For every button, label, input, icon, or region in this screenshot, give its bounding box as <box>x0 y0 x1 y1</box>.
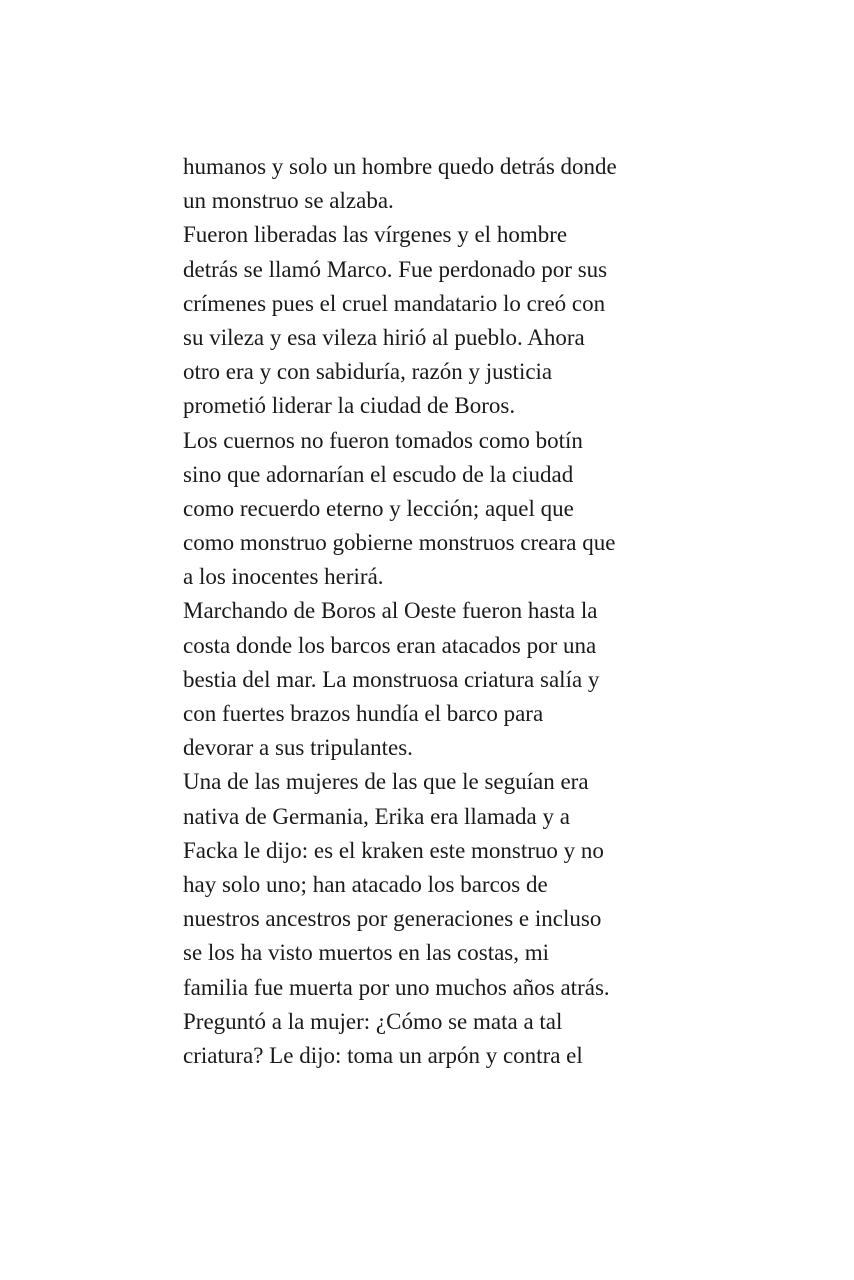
text-line: Facka le dijo: es el kraken este monstruo y no <box>183 837 604 863</box>
text-line: bestia del mar. La monstruosa criatura salía y <box>183 666 600 692</box>
text-line: Una de las mujeres de las que le seguían era <box>183 769 589 795</box>
text-line: nuestros ancestros por generaciones e incluso <box>183 906 602 932</box>
text-line: detrás se llamó Marco. Fue perdonado por sus <box>183 256 608 282</box>
text-line: nativa de Germania, Erika era llamada y a <box>183 803 570 829</box>
text-line: se los ha visto muertos en las costas, mi <box>183 940 550 966</box>
text-line: a los inocentes herirá. <box>183 564 384 590</box>
text-line: sino que adornarían el escudo de la ciudad <box>183 461 574 487</box>
text-line: Preguntó a la mujer: ¿Cómo se mata a tal <box>183 1008 563 1034</box>
text-line: su vileza y esa vileza hirió al pueblo. Ahora <box>183 324 585 350</box>
text-line: humanos y solo un hombre quedo detrás donde <box>183 154 617 179</box>
text-line: un monstruo se alzaba. <box>183 188 394 214</box>
text-line: como monstruo gobierne monstruos creara que <box>183 530 616 556</box>
text-line: devorar a sus tripulantes. <box>183 735 413 761</box>
text-line: hay solo uno; han atacado los barcos de <box>183 871 548 897</box>
text-line: Los cuernos no fueron tomados como botín <box>183 427 583 453</box>
text-line: criatura? Le dijo: toma un arpón y contra el <box>183 1042 583 1068</box>
text-line: crímenes pues el cruel mandatario lo creó con <box>183 290 606 316</box>
text-line: con fuertes brazos hundía el barco para <box>183 701 544 726</box>
text-line: como recuerdo eterno y lección; aquel que <box>183 495 574 521</box>
text-line: otro era y con sabiduría, razón y justicia <box>183 359 553 385</box>
body-text <box>183 150 683 1073</box>
text-line: Marchando de Boros al Oeste fueron hasta la <box>183 598 598 624</box>
text-line: costa donde los barcos eran atacados por una <box>183 632 597 658</box>
text-line: familia fue muerta por uno muchos años atrás. <box>183 974 610 1000</box>
text-line: prometió liderar la ciudad de Boros. <box>183 393 516 419</box>
text-line: Fueron liberadas las vírgenes y el hombre <box>183 222 568 248</box>
